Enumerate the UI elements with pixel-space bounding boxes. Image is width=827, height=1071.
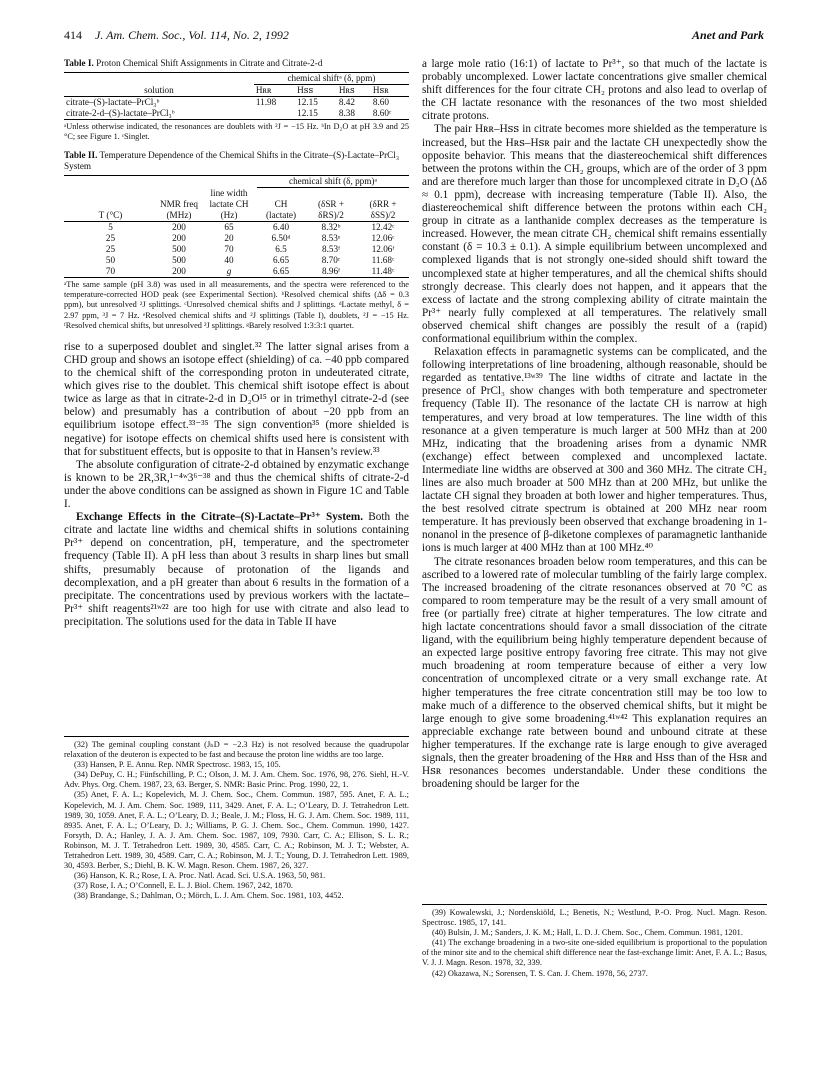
table-cell: 200 [172,221,186,232]
reference-item: (37) Rose, I. A.; O’Connell, E. L. J. Biol. Chem. 1967, 242, 1870. [74,881,293,891]
table2-col-header: (δRR + δSS)/2 [369,198,397,220]
table-cell: 5 [108,221,113,232]
table-cell: 65 [224,221,234,232]
reference-item: (35) Anet, F. A. L.; Kopelevich, M. J. Chem. Soc., Chem. Commun. 1987, 595. Anet, F. A. L.; Kopelevich, M. J. Am. Chem. Soc. 1989, 111, 3429. Anet, F. A. L.; O’Leary, D. J. Tetrahedron Lett. 1989, 30, 1059. Anet, F. A. L.; O’Leary, D. J.; Beale, J. M.; Floss, H. G. J. Am. Chem. Soc. 1989, 111, 8935. Anet, F. A. L.; O’Leary, D. J.; Williams, P. G. J. Chem. Soc., Chem. Commun. 1990, 1427. Forsyth, D. A.; Hanley, J. A. J. Am. Chem. Soc. 1987, 109, 7930. Carr, C. A.; Ellison, S. L. R.; Robinson, M. J. T. Tetrahedron Lett. 1989, 30, 4585. Carr, C. A.; Robinson, M. J. T.; Webster, A. Tetrahedron Lett. 1989, 30, 4589. Carr, C. A.; Robinson, M. J. T.; Young, D. J. Tetrahedron Lett. 1989, 30, 4593. Berber, S.; Diehl, B. K. W. Magn. Reson. Chem. 1987, 26, 327. [64,790,409,871]
table-cell: 25 [105,232,116,243]
table1 [64,72,409,120]
table-cell [254,108,295,120]
table-cell: 8.53ᶠ [322,243,340,254]
table-row [64,233,409,244]
table-cell: 40 [224,254,234,265]
table-row [64,108,409,120]
table-cell: 12.06ᶜ [371,232,395,243]
table-cell: 8.60 [372,97,389,107]
reference-item: (38) Brandange, S.; Dahlman, O.; Mörch, L. J. Am. Chem. Soc. 1981, 103, 4452. [74,891,344,901]
table-cell: 8.60ᶜ [372,108,392,118]
table-cell: 50 [105,254,116,265]
table-cell: 200 [172,265,186,276]
table-cell: 8.53ᵉ [321,232,341,243]
reference-item: (36) Hanson, K. R.; Rose, I. A. Proc. Natl. Acad. Sci. U.S.A. 1963, 50, 981. [74,871,326,881]
table2-col-header: T (°C) [98,209,123,220]
table-row [64,97,409,109]
table1-title: Proton Chemical Shift Assignments in Citrate and Citrate-2-d [96,58,323,68]
body-paragraph: rise to a superposed doublet and singlet.³² The latter signal arises from a CHD group and shows an isotope effect (shielding) of ca. −40 ppb compared to the chemical shift of the corresponding proton in undeuterated citrate, which gives rise to the doublet. This chemical shift isotope effect is about twice as large as that in citrate-2-d in D₂O¹⁵ or in trimethyl citrate-2-d (see below) and presumably has a contribution of about −20 ppb from an equilibrium isotope effect.³³⁻³⁵ The sign convention³⁵ (more shielded is negative) for isotope effects on chemical shifts used here is consistent with that for substituent effects, but is opposite to that in Hansen’s review.³³ [64,340,409,458]
table1-col-header: Hꜱʀ [372,85,389,95]
body-paragraph: a large mole ratio (16:1) of lactate to Pr³⁺, so that much of the lactate is probably uncomplexed. Lower lactate concentrations give smaller chemical shift differences for the four citrate CH₂ protons and also lead to overlap of the CH lactate resonance with the resonances of the two most shielded citrate protons. [422,58,767,123]
table1-col-header: Hꜱꜱ [297,85,314,95]
reference-item: (32) The geminal coupling constant (JₕD = −2.3 Hz) is not resolved because the quadrupolar relaxation of the deuteron is expected to be fast and because the proton line widths are too large. [64,740,409,760]
table-cell: 200 [172,232,186,243]
table1-caption [64,58,409,69]
table-cell: 500 [172,254,186,265]
body-paragraph: The pair Hʀʀ–Hꜱꜱ in citrate becomes more shielded as the temperature is increased, but the Hʀꜱ–Hꜱʀ pair and the lactate CH unexpectedly show the opposite behavior. This means that the diastereochemical shift differences between the protons within the CH₂ groups, which are of the order of 3 ppm and are therefore much larger than those for uncomplexed citrate in D₂O (Δδ ≈ 0.1 ppm), decrease with increasing temperature (Table II). Also, the diastereochemical shift difference between the protons within each CH₂ group in citrate as a lanthanide complex decreases as the temperature is increased. However, the mean citrate CH₂ chemical shift remains essentially constant (δ = 10.3 ± 0.1). A simple equilibrium between uncomplexed and complexed ligands that is not strongly one-sided should shift toward the uncomplexed state at higher temperatures, and all the chemical shifts should strongly decrease. This clearly does not happen, and it appears that the excess of lactate and the strong complexing ability of citrate maintain the Pr³⁺ nearly fully complexed at all temperatures. The relatively small observed chemical shift changes are possibly the result of a (rapid) conformational equilibrium within the complex. [422,123,767,345]
right-references [422,904,767,979]
table1-group-header: chemical shiftᵃ (δ, ppm) [254,73,409,85]
page-number: 414 [64,28,82,42]
table-row [64,255,409,266]
reference-item: (41) The exchange broadening in a two-site one-sided equilibrium is proportional to the population of the minor site and to the chemical shift difference near the fast-exchange limit: Anet, F. A. L.; Basus, V. J. J. Magn. Reson. 1978, 32, 339. [422,938,767,968]
table2-col-header: CH (lactate) [265,198,297,220]
reference-item: (34) DePuy, C. H.; Fünfschilling, P. C.; Olson, J. M. J. Am. Chem. Soc. 1976, 98, 276. Siehl, H.-V. Adv. Phys. Org. Chem. 1987, 23, 63. Berger, S. NMR: Basic Princ. Prog. 1990, 22, 1. [64,770,409,790]
table-cell: 12.42ᶜ [371,221,395,232]
table-cell: 12.06ᶠ [371,243,395,254]
author-names: Anet and Park [691,28,764,42]
table-cell: 8.42 [338,97,355,107]
reference-item: (39) Kowalewski, J.; Nordenskiöld, L.; Benetis, N.; Westlund, P.-O. Prog. Nucl. Magn. Reson. Spectrosc. 1985, 17, 141. [422,908,767,928]
table-row [64,221,409,233]
table1-footnote: ᵃUnless otherwise indicated, the resonances are doublets with ²J = −15 Hz. ᵇIn D₂O at pH 3.9 and 25 °C; see Figure 1. ᶜSinglet. [64,122,409,142]
table-cell: 8.32ᵇ [321,221,341,232]
table2-caption [64,150,409,172]
table2-col-header: NMR freq (MHz) [159,198,199,220]
body-paragraph: The absolute configuration of citrate-2-d obtained by enzymatic exchange is known to be 2R,3R,¹⁻⁴ʷ3⁶⁻³⁸ and thus the chemical shifts of citrate-2-d under the above conditions can be assigned as shown in Figure 1C and Table I. [64,458,409,511]
table1-col-header: Hʀꜱ [338,85,355,95]
table2-title: Temperature Dependence of the Chemical Shifts in the Citrate–(S)-Lactate–PrCl₃ System [64,150,400,172]
left-column [64,58,409,629]
left-references [64,736,409,902]
table-cell: 8.96ᶠ [322,265,340,276]
table-row [64,266,409,278]
table-cell: 6.50ᵈ [271,232,291,243]
right-column [422,58,767,791]
table2-col-header: (δSR + δRS)/2 [317,198,345,220]
reference-item: (42) Okazawa, N.; Sorensen, T. S. Can. J. Chem. 1978, 56, 2737. [432,968,648,978]
table2-label: Table II. [64,150,98,161]
table2-footnote: ᵃThe same sample (pH 3.8) was used in all measurements, and the spectra were referenced to the temperature-corrected HOD peak (see Experimental Section). ᵇResolved chemical shifts (Δδ = 0.3 ppm), but unresolved ²J splittings. ᶜUnresolved chemical shifts and J splittings. ᵈLactate methyl, δ = 2.97 ppm, ³J = 7 Hz. ᵉResolved chemical shifts and ²J splittings (Table I), doublets, ²J = −15 Hz. ᶠResolved chemical shifts, but unresolved ²J splittings. ᵍBarely resolved 1:3:3:1 quartet. [64,279,409,330]
table-cell: g [226,265,232,276]
table2-col-header: line width lactate CH (Hz) [209,187,249,220]
table-cell: 11.48ᶜ [371,265,395,276]
reference-item: (40) Bulsin, J. M.; Sanders, J. K. M.; Hall, L. D. J. Chem. Soc., Chem. Commun. 1981, 1201. [432,928,743,938]
header-left [64,28,289,43]
table2-group-header: chemical shift (δ, ppm)ᵃ [257,176,409,188]
table1-label: Table I. [64,58,94,68]
table-cell: 20 [224,232,234,243]
table-cell: 6.65 [272,254,290,265]
table-cell: citrate-2-d–(S)-lactate–PrCl₃ᵇ [66,108,175,118]
section-heading: Exchange Effects in the Citrate–(S)-Lactate–Pr³⁺ System. [76,511,363,524]
table-cell: 11.98 [255,97,277,107]
table-cell: 25 [105,243,116,254]
table-row [64,244,409,255]
body-paragraph [64,511,409,629]
table-cell: 6.65 [272,265,290,276]
table1-col-solution: solution [144,84,174,95]
paragraph-text: Both the citrate and lactate line widths and chemical shifts in solutions containing Pr³⁺ depend on concentration, pH, temperature, and the spectrometer frequency (Table II). A pH less than about 3 results in sharp lines but small shifts, presumably because of protonation of the ligands and decomplexation, and a pH greater than about 6 results in the formation of a precipitate. The concentrations used by previous workers with the lactate–Pr³⁺ shift reagents²¹ʷ²² are too high for use with citrate and also lead to precipitation. The solutions used for the data in Table II have [64,511,409,628]
body-paragraph: Relaxation effects in paramagnetic systems can be complicated, and the following interpretations of line broadening, although reasonable, should be regarded as tentative.¹³ʷ³⁹ The line widths of citrate and lactate in the presence of PrCl₃ show changes with both temperature and spectrometer frequency (Table II). The resonance of the lactate CH is narrow at high temperatures, and very broad at low temperatures. The line width of this resonance at a given temperature is much larger at 500 MHz than at 200 MHz, indicating that the broadening arises from a dynamic NMR (exchange) effect between complexed and uncomplexed lactate. Intermediate line widths are observed at 300 and 360 MHz. The citrate CH₂ lines are also much broader at 500 MHz than at 200 MHz, but unlike the lactate CH signal they broaden at both lower and higher temperatures. Thus, the best resolved citrate spectrum is obtained at 200 MHz near room temperature. It has previously been observed that exchange broadening in 1-nonanol in the presence of β-diketone complexes of paramagnetic lanthanide ions is much larger at 400 MHz than at 100 MHz.⁴⁰ [422,346,767,555]
table-cell: 500 [172,243,186,254]
reference-item: (33) Hansen, P. E. Annu. Rep. NMR Spectrosc. 1983, 15, 105. [74,760,281,770]
table-cell: 12.15 [297,108,318,118]
table2 [64,175,409,278]
running-header [64,28,764,44]
table-cell: 8.70ᶜ [321,254,341,265]
table-cell: 70 [105,265,116,276]
table-cell: 11.68ᶜ [371,254,395,265]
table1-col-header: Hʀʀ [255,85,272,95]
table-cell: 70 [224,243,234,254]
table-cell: 6.40 [272,221,290,232]
table-cell: citrate–(S)-lactate–PrCl₃ᵇ [66,97,160,107]
body-paragraph: The citrate resonances broaden below room temperatures, and this can be ascribed to a lowered rate of molecular tumbling of the fairly large complex. The increased broadening of the citrate resonances observed at 70 °C as compared to room temperature may be the result of a very small amount of free (or partially free) citrate at higher temperatures. The low citrate and high lactate concentrations should favor a small dissociation of the citrate ligand, with the equilibrium being highly temperature dependent because of an expected large positive entropy favoring free citrate. This may not give much broadening at room temperature because of either a very low concentration of uncomplexed citrate or a very small exchange rate. At higher temperatures the free citrate concentration still may be too low to make much of a difference to the observed chemical shifts, but it might be large enough to give some broadening.⁴¹ʷ⁴² This explanation requires an appreciable exchange rate between bound and unbound citrate at these higher temperatures. If the exchange rate is large enough to give averaged signals, then the greater broadening of the Hʀʀ and Hꜱꜱ than of the Hꜱʀ and Hꜱʀ resonances becomes understandable. Under these conditions the broadening should be larger for the [422,555,767,791]
table-cell: 8.38 [338,108,355,118]
journal-citation: J. Am. Chem. Soc., Vol. 114, No. 2, 1992 [95,28,289,42]
table-cell: 12.15 [297,97,318,107]
table-cell: 6.5 [275,243,287,254]
